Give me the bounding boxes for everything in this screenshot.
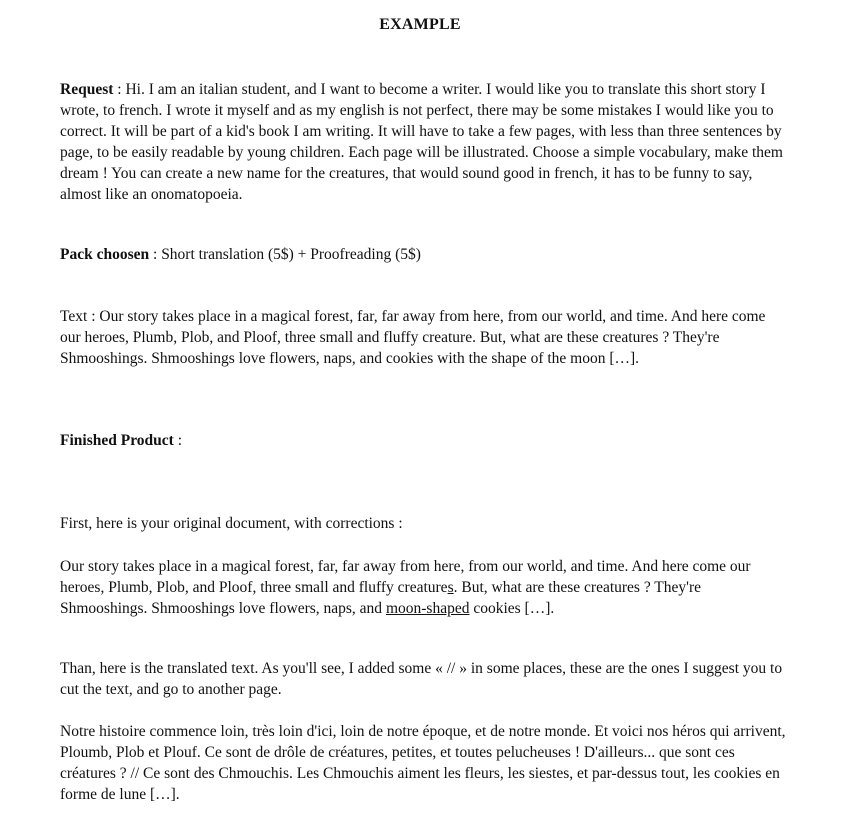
pack-paragraph	[60, 244, 788, 265]
request-paragraph	[60, 79, 788, 205]
corrected-text-part3: cookies […].	[469, 600, 555, 617]
corrected-text-part2: . But, what are these creatures ? They're Shmooshings. Shmooshings love flowers, naps, and	[60, 579, 701, 617]
corrected-text-part1: Our story takes place in a magical forest, far, far away from here, from our world, and time. And here come our heroes, Plumb, Plob, and Ploof, three small and fluffy creature	[60, 558, 751, 596]
request-text: Hi. I am an italian student, and I want to become a writer. I would like you to translate this short story I wrote, to french. I wrote it myself and as my english is not perfect, there may be some mistakes I would like you to correct. It will be part of a kid's book I am writing. It will have to take a few pages, with less than three sentences by page, to be easily readable by young children. Each page will be illustrated. Choose a simple vocabulary, make them dream ! You can create a new name for the creatures, that would sound good in french, it has to be funny to say, almost like an onomatopoeia.	[60, 81, 783, 203]
pack-label: Pack choosen	[60, 246, 150, 263]
finished-separator: :	[173, 432, 183, 449]
corrections-intro: First, here is your original document, with corrections :	[60, 515, 403, 532]
translated-text-paragraph: Notre histoire commence loin, très loin d'ici, loin de notre époque, et de notre monde. Et voici nos héros qui arrivent, Ploumb, Plob et Plouf. Ce sont de drôle de créatures, petites, et toutes pelucheuses ! D'ailleurs... que sont ces créatures ? // Ce sont des Chmouchis. Les Chmouchis aiment les fleurs, les siestes, et par-dessus tout, les cookies en forme de lune […].	[60, 723, 786, 803]
source-text-paragraph: Text : Our story takes place in a magical forest, far, far away from here, from our world, and time. And here come our heroes, Plumb, Plob, and Ploof, three small and fluffy creature. But, what are these creatures ? They're Shmooshings. Shmooshings love flowers, naps, and cookies with the shape of the moon […].	[60, 308, 766, 367]
pack-text: Short translation (5$) + Proofreading (5$)	[161, 246, 421, 263]
pack-separator: :	[149, 246, 162, 263]
request-label: Request	[60, 81, 114, 98]
document-title: EXAMPLE	[379, 16, 461, 33]
finished-product-heading	[60, 430, 788, 451]
translation-intro: Than, here is the translated text. As you'll see, I added some « // » in some places, these are the ones I suggest you to cut the text, and go to another page.	[60, 660, 783, 698]
finished-label: Finished Product	[60, 432, 174, 449]
request-separator: :	[113, 81, 126, 98]
corrected-text-paragraph	[60, 556, 788, 619]
correction-underlined-phrase: moon-shaped	[385, 600, 470, 617]
correction-underlined-s: s	[447, 579, 454, 596]
